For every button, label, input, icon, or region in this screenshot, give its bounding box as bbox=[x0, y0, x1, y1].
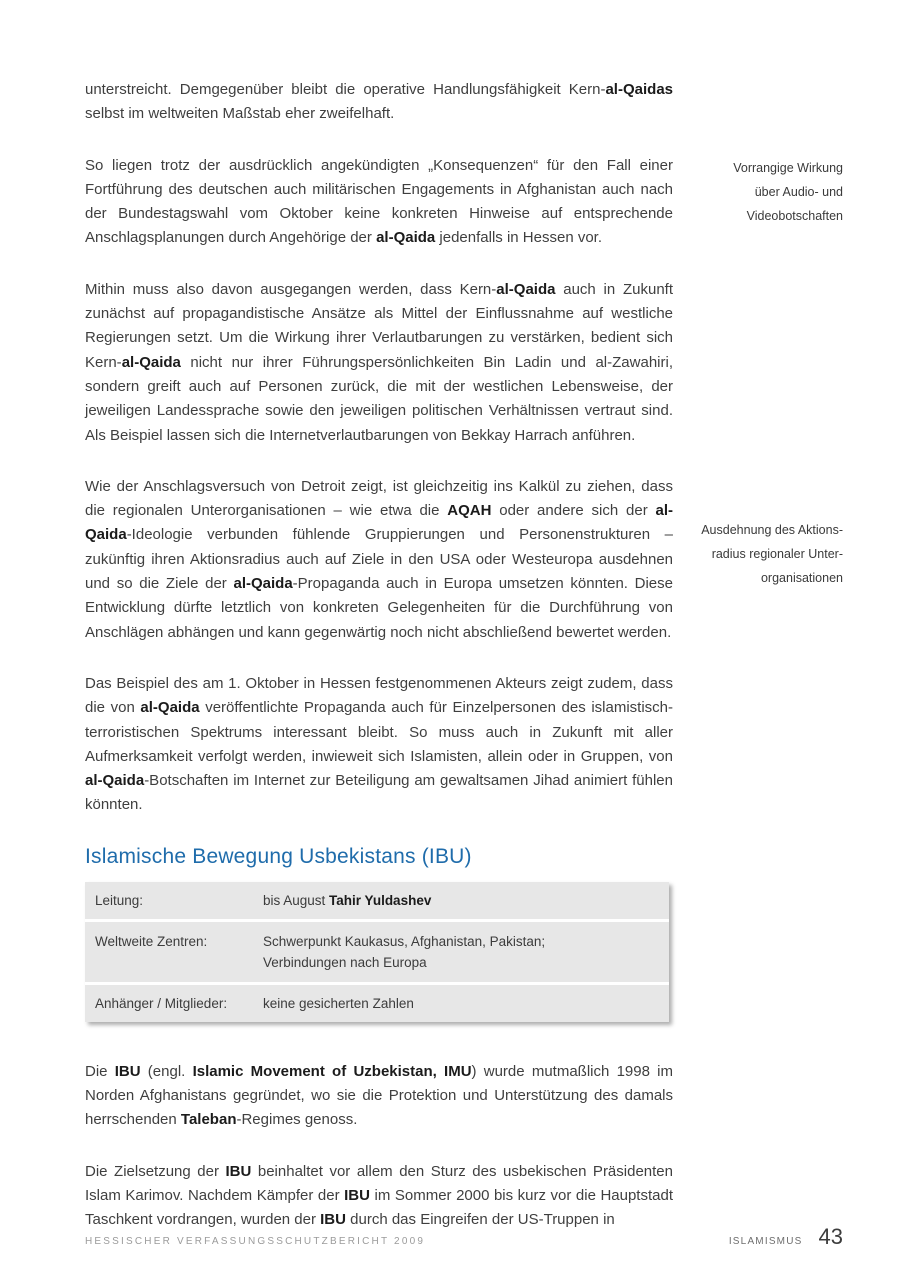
table-value-leitung: bis August Tahir Yuldashev bbox=[263, 892, 432, 908]
table-value-zentren: Schwerpunkt Kaukasus, Afghanistan, Pakistan; Verbindungen nach Europa bbox=[263, 933, 546, 970]
margin-note-audio-video: Vorrangige Wirkung über Audio- und Videobotschaften bbox=[733, 161, 843, 223]
table-row-leitung bbox=[85, 882, 669, 919]
section-heading-ibu: Islamische Bewegung Usbekistans (IBU) bbox=[85, 844, 472, 868]
paragraph-no-concrete-attack-plans: So liegen trotz der ausdrücklich angekündigten „Konsequenzen“ für den Fall einer Fortführung des deutschen auch militärischen Engagements in Afghanistan auch nach der Bundestagswahl vom Oktober keine konkreten Hinweise auf entsprechende Anschlagsplanungen durch Angehörige der al-Qaida jedenfalls in Hessen vor. bbox=[85, 156, 673, 247]
footer-right-group bbox=[729, 1224, 843, 1250]
paragraph-propaganda-strategy: Mithin muss also davon ausgegangen werden, dass Kern-al-Qaida auch in Zukunft zunächst auf propagandistische Ansätze als Mittel der Einflussnahme auf westliche Regierungen setzt. Um die Wirkung ihrer Verlautbarungen zu verstärken, bedient sich Kern-al-Qaida nicht nur ihrer Führungspersönlichkeiten Bin Ladin und al-Zawahiri, sondern greift auch auf Personen zurück, die mit der westlichen Lebensweise, der jeweiligen Landessprache sowie den jeweiligen politischen Verhältnissen vertraut sind. Als Beispiel lassen sich die Internetverlautbarungen von Bekkay Harrach anführen. bbox=[85, 280, 674, 444]
table-value-mitglieder: keine gesicherten Zahlen bbox=[263, 995, 414, 1011]
page-footer bbox=[85, 1224, 843, 1250]
paragraph-core-alqaida-capability: unterstreicht. Demgegenüber bleibt die operative Handlungsfähigkeit Kern-al-Qaidas selbst im weltweiten Maßstab eher zweifelhaft. bbox=[85, 81, 673, 123]
table-label-leitung: Leitung: bbox=[95, 892, 144, 908]
page-number: 43 bbox=[818, 1224, 843, 1249]
paragraph-hessen-arrest-example: Das Beispiel des am 1. Oktober in Hessen festgenommenen Akteurs zeigt zudem, dass die von al-Qaida veröffentlichte Propaganda auch für Einzelpersonen des islamistisch-terroristischen Spektrums interessant bleibt. So muss auch in Zukunft mit aller Aufmerksamkeit verfolgt werden, inwieweit sich Islamisten, allein oder in Gruppen, von al-Qaida-Botschaften im Internet zur Beteiligung am gewaltsamen Jihad animiert fühlen könnten. bbox=[85, 674, 673, 814]
table-row-zentren bbox=[85, 922, 669, 982]
ibu-info-table bbox=[85, 882, 669, 1022]
paragraph-ibu-founding: Die IBU (engl. Islamic Movement of Uzbekistan, IMU) wurde mutmaßlich 1998 im Norden Afghanistans gegründet, wo sie die Protektion und Unterstützung des damals herrschenden Taleban-Regimes genoss. bbox=[85, 1062, 673, 1129]
table-label-mitglieder: Anhänger / Mitglieder: bbox=[95, 995, 228, 1011]
margin-note-aktionsradius: Ausdehnung des Aktions- radius regionaler Unter- organisationen bbox=[701, 523, 843, 585]
body-text-column bbox=[85, 78, 673, 1260]
footer-report-title: HESSISCHER VERFASSUNGSSCHUTZBERICHT 2009 bbox=[85, 1236, 426, 1247]
table-row-mitglieder bbox=[85, 985, 669, 1022]
table-label-zentren: Weltweite Zentren: bbox=[95, 933, 208, 949]
paragraph-ibu-goals: Die Zielsetzung der IBU beinhaltet vor allem den Sturz des usbekischen Präsidenten Islam Karimov. Nachdem Kämpfer der IBU im Sommer 2000 bis kurz vor die Hauptstadt Taschkent vordrangen, wurden der IBU durch das Eingreifen der US-Truppen in bbox=[85, 1162, 673, 1229]
footer-section-label: ISLAMISMUS bbox=[728, 1236, 803, 1247]
paragraph-detroit-regional-orgs: Wie der Anschlagsversuch von Detroit zeigt, ist gleichzeitig ins Kalkül zu ziehen, dass die regionalen Unterorganisationen – wie etwa die AQAH oder andere sich der al-Qaida-Ideologie verbunden fühlende Gruppierungen und Personenstrukturen – zukünftig ihren Aktionsradius auch auf Ziele in den USA oder Westeuropa ausdehnen und so die Ziele der al-Qaida-Propaganda auch in Europa umsetzen könnten. Diese Entwicklung dürfte letztlich von konkreten Gelegenheiten für die Durchführung von Anschlägen abhängen und kann gegenwärtig noch nicht abschließend bewertet werden. bbox=[85, 477, 673, 641]
